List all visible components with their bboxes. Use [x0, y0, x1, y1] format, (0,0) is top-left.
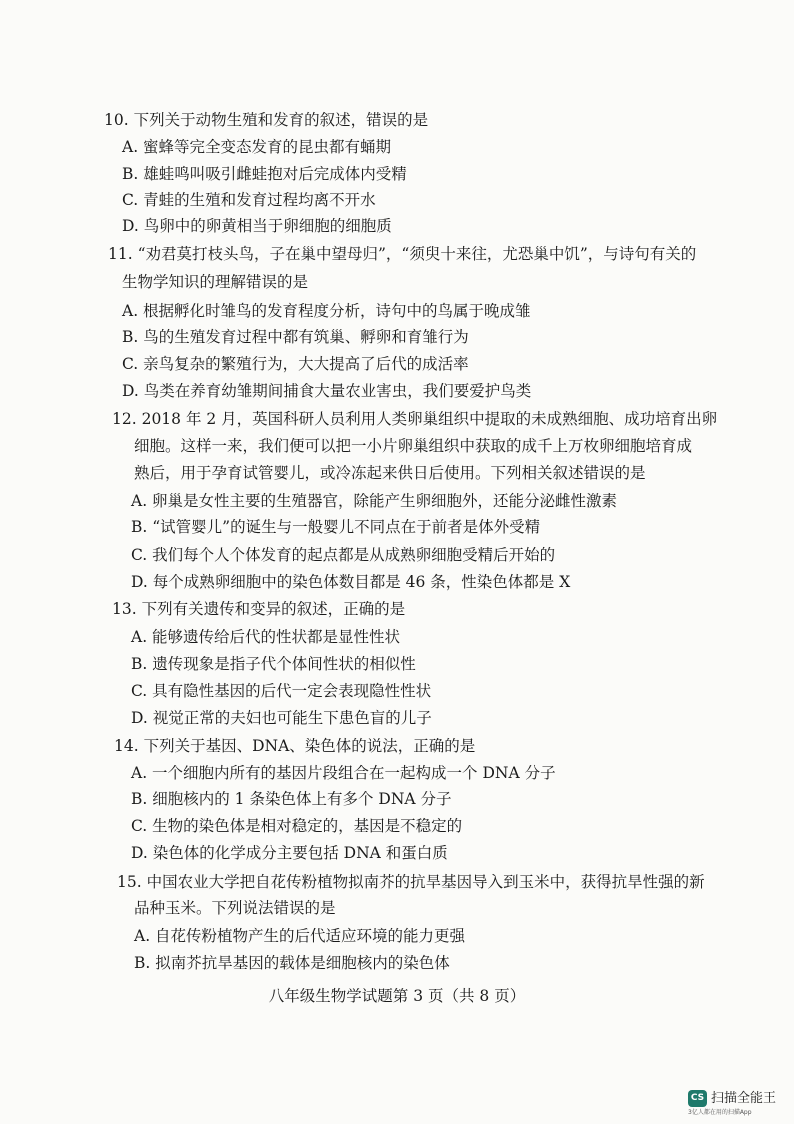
question-13-option-c: C. 具有隐性基因的后代一定会表现隐性性状	[131, 682, 432, 700]
question-15-option-a: A. 自花传粉植物产生的后代适应环境的能力更强	[134, 927, 466, 945]
question-11-option-b: B. 鸟的生殖发育过程中都有筑巢、孵卵和育雏行为	[122, 328, 469, 346]
question-11-option-c: C. 亲鸟复杂的繁殖行为，大大提高了后代的成活率	[122, 355, 469, 373]
question-13-stem: 13. 下列有关遗传和变异的叙述，正确的是	[112, 600, 406, 618]
scanner-watermark	[688, 1090, 788, 1120]
watermark-subtitle: 3亿人都在用的扫描App	[688, 1109, 752, 1116]
question-15-stem-cont: 品种玉米。下列说法错误的是	[134, 899, 336, 917]
camscanner-logo-icon: CS	[688, 1090, 707, 1107]
question-12-stem-cont-1: 细胞。这样一来，我们便可以把一小片卵巢组织中获取的成千上万枚卵细胞培育成	[134, 437, 693, 455]
question-15-option-b: B. 拟南芥抗旱基因的载体是细胞核内的染色体	[134, 954, 450, 972]
question-13-option-d: D. 视觉正常的夫妇也可能生下患色盲的儿子	[131, 709, 432, 727]
question-10-stem: 10. 下列关于动物生殖和发育的叙述，错误的是	[104, 111, 429, 129]
page-footer: 八年级生物学试题第 3 页（共 8 页）	[268, 987, 526, 1005]
question-12-stem-cont-2: 熟后，用于孕育试管婴儿，或冷冻起来供日后使用。下列相关叙述错误的是	[134, 464, 646, 482]
question-12-option-b: B. “试管婴儿”的诞生与一般婴儿不同点在于前者是体外受精	[131, 518, 541, 536]
question-12-option-a: A. 卵巢是女性主要的生殖器官，除能产生卵细胞外，还能分泌雌性激素	[131, 492, 618, 510]
question-11-option-a: A. 根据孵化时雏鸟的发育程度分析，诗句中的鸟属于晚成雏	[122, 302, 531, 320]
question-11-option-d: D. 鸟类在养育幼雏期间捕食大量农业害虫，我们要爱护鸟类	[122, 382, 532, 400]
question-14-option-c: C. 生物的染色体是相对稳定的，基因是不稳定的	[131, 817, 463, 835]
question-13-option-a: A. 能够遗传给后代的性状都是显性性状	[131, 628, 401, 646]
question-10-option-d: D. 鸟卵中的卵黄相当于卵细胞的细胞质	[122, 217, 392, 235]
question-10-option-b: B. 雄蛙鸣叫吸引雌蛙抱对后完成体内受精	[122, 165, 407, 183]
question-14-option-d: D. 染色体的化学成分主要包括 DNA 和蛋白质	[131, 844, 448, 862]
question-12-option-d: D. 每个成熟卵细胞中的染色体数目都是 46 条，性染色体都是 X	[131, 573, 571, 591]
question-12-option-c: C. 我们每个人个体发育的起点都是从成熟卵细胞受精后开始的	[131, 546, 556, 564]
question-10-option-a: A. 蜜蜂等完全变态发育的昆虫都有蛹期	[122, 138, 392, 156]
question-15-stem: 15. 中国农业大学把自花传粉植物拟南芥的抗旱基因导入到玉米中，获得抗旱性强的新	[117, 873, 705, 891]
question-12-stem: 12. 2018 年 2 月，英国科研人员利用人类卵巢组织中提取的未成熟细胞、成功培育出卵	[112, 410, 718, 428]
question-11-stem-cont: 生物学知识的理解错误的是	[122, 273, 309, 291]
question-14-stem: 14. 下列关于基因、DNA、染色体的说法，正确的是	[114, 737, 476, 755]
watermark-app-name: 扫描全能王	[711, 1091, 777, 1106]
question-13-option-b: B. 遗传现象是指子代个体间性状的相似性	[131, 655, 416, 673]
question-14-option-b: B. 细胞核内的 1 条染色体上有多个 DNA 分子	[131, 790, 452, 808]
question-11-stem: 11. “劝君莫打枝头鸟，子在巢中望母归”，“须臾十来往，尤恐巢中饥”，与诗句有关的	[108, 245, 697, 263]
question-10-option-c: C. 青蛙的生殖和发育过程均离不开水	[122, 191, 376, 209]
question-14-option-a: A. 一个细胞内所有的基因片段组合在一起构成一个 DNA 分子	[131, 764, 556, 782]
